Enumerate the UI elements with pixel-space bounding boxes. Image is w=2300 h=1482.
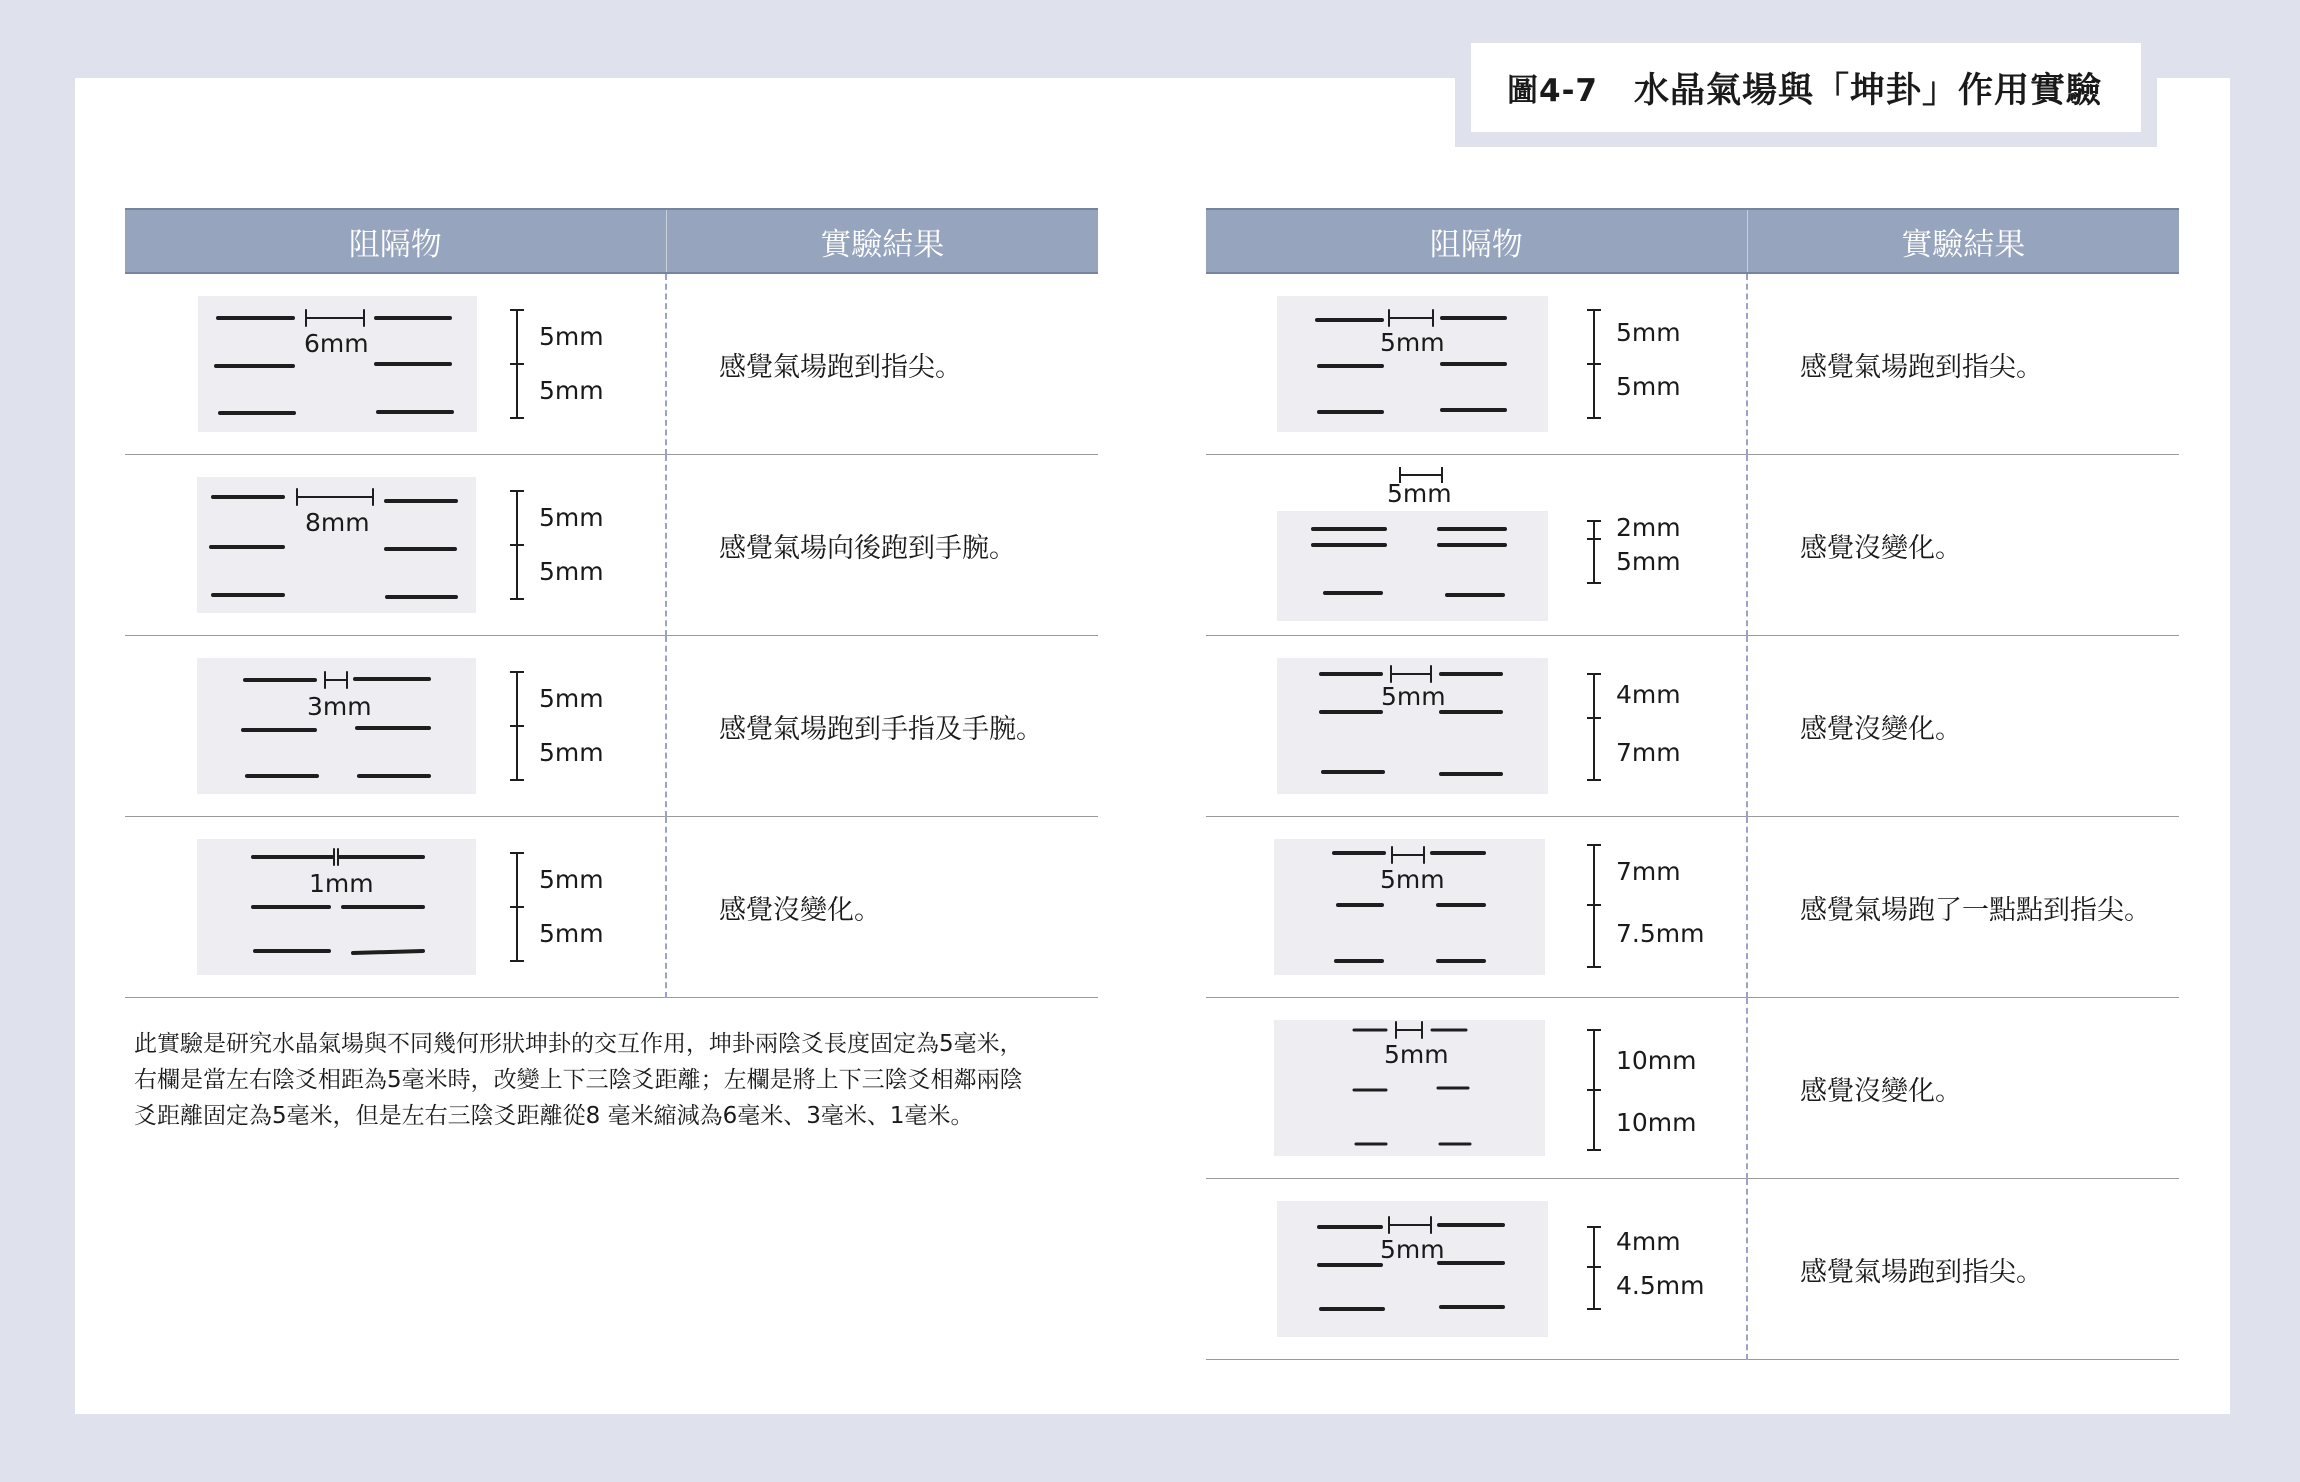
gap-label: 8mm [305, 508, 370, 537]
spacing-marker [1582, 274, 1742, 454]
obstacle-cell [1206, 273, 1747, 455]
kun-trigram-diagram [1274, 839, 1545, 975]
spacing-top-label: 5mm [539, 684, 604, 713]
figure-title-frame [1455, 27, 2157, 147]
result-cell: 感覺沒變化。 [1747, 636, 2179, 817]
table-row [1206, 455, 2179, 636]
table-row [125, 273, 1098, 455]
spacing-top-label: 5mm [539, 322, 604, 351]
obstacle-cell [125, 455, 666, 636]
table-row [1206, 636, 2179, 817]
spacing-marker [1582, 455, 1742, 635]
spacing-top-label: 4mm [1616, 680, 1681, 709]
obstacle-header: 阻隔物 [1206, 209, 1747, 273]
result-cell: 感覺沒變化。 [666, 817, 1098, 998]
gap-label: 5mm [1380, 1235, 1445, 1264]
gap-label: 5mm [1380, 865, 1445, 894]
spacing-bottom-label: 7.5mm [1616, 919, 1705, 948]
spacing-top-label: 7mm [1616, 857, 1681, 886]
result-cell: 感覺氣場跑到手指及手腕。 [666, 636, 1098, 817]
kun-trigram-diagram [198, 296, 477, 432]
obstacle-cell [1206, 455, 1747, 636]
kun-trigram-diagram [1277, 1201, 1548, 1337]
kun-trigram-diagram [1277, 658, 1548, 794]
spacing-top-label: 5mm [539, 503, 604, 532]
table-row [125, 817, 1098, 998]
spacing-marker [505, 455, 665, 635]
spacing-bottom-label: 10mm [1616, 1108, 1697, 1137]
kun-trigram-diagram [1277, 296, 1548, 432]
figure-number: 圖4-7 [1507, 73, 1599, 109]
obstacle-cell [1206, 636, 1747, 817]
gap-label: 6mm [304, 329, 369, 358]
obstacle-cell [1206, 817, 1747, 998]
spacing-marker [505, 636, 665, 816]
experiment-note [134, 1026, 1094, 1134]
result-header: 實驗結果 [1747, 209, 2179, 273]
spacing-marker [1582, 636, 1742, 816]
result-cell: 感覺氣場跑到指尖。 [1747, 273, 2179, 455]
result-cell: 感覺氣場跑到指尖。 [666, 273, 1098, 455]
spacing-marker [1582, 1179, 1742, 1359]
spacing-bottom-label: 4.5mm [1616, 1271, 1705, 1300]
obstacle-header: 阻隔物 [125, 209, 666, 273]
gap-label: 5mm [1387, 479, 1452, 508]
spacing-bottom-label: 5mm [1616, 372, 1681, 401]
left-table-header [125, 209, 1098, 273]
gap-label: 5mm [1384, 1040, 1449, 1069]
obstacle-cell [1206, 1179, 1747, 1360]
result-cell: 感覺沒變化。 [1747, 998, 2179, 1179]
kun-trigram-diagram [197, 477, 476, 613]
table-row [1206, 817, 2179, 998]
spacing-marker [505, 817, 665, 997]
kun-trigram-diagram [197, 658, 476, 794]
result-cell: 感覺氣場向後跑到手腕。 [666, 455, 1098, 636]
gap-label: 3mm [307, 692, 372, 721]
figure-title-text: 水晶氣場與「坤卦」作用實驗 [1634, 70, 2103, 111]
spacing-bottom-label: 5mm [539, 738, 604, 767]
note-line: 右欄是當左右陰爻相距為5毫米時，改變上下三陰爻距離；左欄是將上下三陰爻相鄰兩陰 [134, 1067, 1023, 1093]
kun-trigram-diagram [1277, 511, 1548, 621]
table-row [125, 455, 1098, 636]
table-row [1206, 273, 2179, 455]
obstacle-cell [125, 636, 666, 817]
spacing-bottom-label: 5mm [539, 919, 604, 948]
note-line: 爻距離固定為5毫米，但是左右三陰爻距離從8 毫米縮減為6毫米、3毫米、1毫米。 [134, 1103, 974, 1129]
spacing-bottom-label: 7mm [1616, 738, 1681, 767]
obstacle-cell [125, 273, 666, 455]
result-cell: 感覺沒變化。 [1747, 455, 2179, 636]
kun-trigram-diagram [197, 839, 476, 975]
right-experiment-table [1206, 208, 2179, 1360]
gap-label: 5mm [1380, 328, 1445, 357]
table-row [1206, 998, 2179, 1179]
spacing-bottom-label: 5mm [1616, 547, 1681, 576]
result-cell: 感覺氣場跑到指尖。 [1747, 1179, 2179, 1360]
spacing-top-label: 10mm [1616, 1046, 1697, 1075]
table-row [1206, 1179, 2179, 1360]
left-experiment-table [125, 208, 1098, 998]
result-cell: 感覺氣場跑了一點點到指尖。 [1747, 817, 2179, 998]
kun-trigram-diagram [1274, 1020, 1545, 1156]
spacing-marker [1582, 817, 1742, 997]
obstacle-cell [125, 817, 666, 998]
note-line: 此實驗是研究水晶氣場與不同幾何形狀坤卦的交互作用，坤卦兩陰爻長度固定為5毫米， [134, 1031, 1023, 1057]
spacing-marker [505, 274, 665, 454]
spacing-marker [1582, 998, 1742, 1178]
spacing-top-label: 5mm [539, 865, 604, 894]
obstacle-cell [1206, 998, 1747, 1179]
figure-title [1471, 43, 2141, 132]
result-header: 實驗結果 [666, 209, 1098, 273]
table-row [125, 636, 1098, 817]
spacing-bottom-label: 5mm [539, 557, 604, 586]
right-table-header [1206, 209, 2179, 273]
spacing-bottom-label: 5mm [539, 376, 604, 405]
gap-label: 1mm [309, 869, 374, 898]
gap-marker [1376, 455, 1456, 485]
gap-label: 5mm [1381, 682, 1446, 711]
spacing-top-label: 2mm [1616, 513, 1681, 542]
spacing-top-label: 4mm [1616, 1227, 1681, 1256]
spacing-top-label: 5mm [1616, 318, 1681, 347]
